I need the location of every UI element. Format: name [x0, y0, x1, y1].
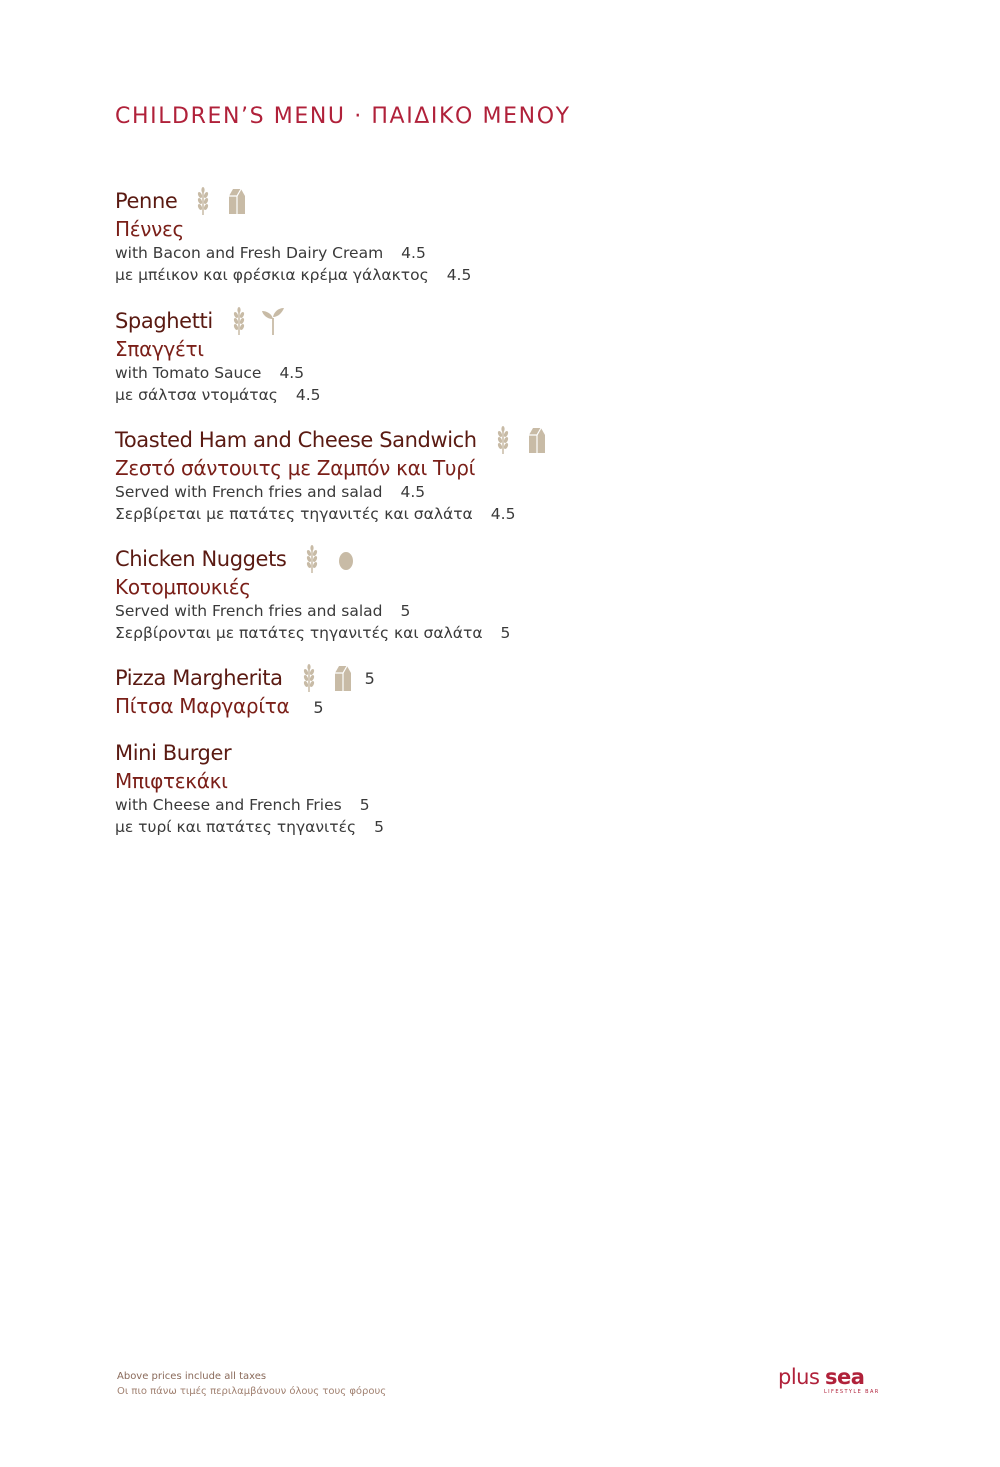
plussea-logo	[778, 1364, 888, 1396]
price: 5	[364, 668, 375, 688]
wheat-icon	[227, 306, 251, 336]
wheat-icon	[191, 186, 215, 216]
price: 5	[313, 698, 324, 717]
item-description-gr	[115, 264, 471, 286]
menu-item-toasted-sandwich	[115, 425, 549, 525]
item-name-en: Spaghetti	[115, 309, 213, 333]
item-name-en: Mini Burger	[115, 741, 232, 765]
milk-carton-icon	[331, 663, 355, 693]
item-name-gr: Σπαγγέτι	[115, 337, 204, 361]
logo-word-plus: plus	[778, 1365, 820, 1389]
item-name-gr: Κοτομπουκιές	[115, 575, 251, 599]
milk-carton-icon	[225, 186, 249, 216]
tax-note-gr: Οι πιο πάνω τιμές περιλαμβάνουν όλους τους φόρους	[117, 1386, 387, 1397]
description-text: with Bacon and Fresh Dairy Cream	[115, 244, 384, 262]
item-description-en	[115, 362, 321, 384]
egg-icon	[334, 544, 358, 574]
item-name-gr: Πέννες	[115, 217, 184, 241]
logo-word-sea: sea	[825, 1365, 865, 1389]
description-text: Σερβίρεται με πατάτες τηγανιτές και σαλάτα	[115, 505, 473, 523]
item-name-en: Penne	[115, 189, 178, 213]
description-text: with Tomato Sauce	[115, 364, 262, 382]
price: 4.5	[295, 386, 321, 404]
description-text: με σάλτσα ντομάτας	[115, 386, 278, 404]
item-description-gr	[115, 622, 510, 644]
price: 4.5	[446, 266, 472, 284]
price: 4.5	[279, 364, 305, 382]
item-name-gr-text: Πίτσα Μαργαρίτα	[115, 694, 290, 718]
price: 4.5	[490, 505, 516, 523]
menu-title: CHILDREN’S MENU · ΠΑΙΔΙΚΟ ΜΕΝΟΥ	[115, 104, 571, 129]
description-text: Served with French fries and salad	[115, 483, 383, 501]
description-text: Served with French fries and salad	[115, 602, 383, 620]
menu-item-spaghetti	[115, 306, 321, 406]
description-text: με μπέικον και φρέσκια κρέμα γάλακτος	[115, 266, 429, 284]
menu-item-chicken-nuggets	[115, 544, 510, 644]
description-text: με τυρί και πατάτες τηγανιτές	[115, 818, 357, 836]
wheat-icon	[300, 544, 324, 574]
wheat-icon	[491, 425, 515, 455]
tax-note-en: Above prices include all taxes	[117, 1371, 267, 1382]
item-description-en	[115, 794, 384, 816]
item-name-en: Chicken Nuggets	[115, 547, 287, 571]
wheat-icon	[297, 663, 321, 693]
item-name-gr: Μπιφτεκάκι	[115, 769, 228, 793]
milk-carton-icon	[525, 425, 549, 455]
item-description-en	[115, 600, 510, 622]
item-name-gr	[115, 693, 375, 719]
item-name-en: Pizza Margherita	[115, 666, 283, 690]
item-description-en	[115, 242, 471, 264]
menu-item-pizza-margherita	[115, 663, 375, 719]
price: 4.5	[400, 483, 426, 501]
sprout-icon	[261, 306, 285, 336]
price: 5	[500, 624, 511, 642]
item-description-en	[115, 481, 549, 503]
price: 5	[400, 602, 411, 620]
description-text: with Cheese and French Fries	[115, 796, 342, 814]
item-description-gr	[115, 384, 321, 406]
price: 5	[359, 796, 370, 814]
menu-item-mini-burger	[115, 738, 384, 838]
item-description-gr	[115, 816, 384, 838]
description-text: Σερβίρονται με πατάτες τηγανιτές και σαλάτα	[115, 624, 483, 642]
item-description-gr	[115, 503, 549, 525]
item-name-gr: Ζεστό σάντουιτς με Ζαμπόν και Τυρί	[115, 456, 476, 480]
menu-item-penne	[115, 186, 471, 286]
price: 5	[374, 818, 384, 836]
price: 4.5	[401, 244, 426, 262]
footer-tax-note	[117, 1369, 386, 1399]
item-name-en: Toasted Ham and Cheese Sandwich	[115, 428, 477, 452]
logo-tagline: LIFESTYLE BAR	[824, 1389, 880, 1395]
